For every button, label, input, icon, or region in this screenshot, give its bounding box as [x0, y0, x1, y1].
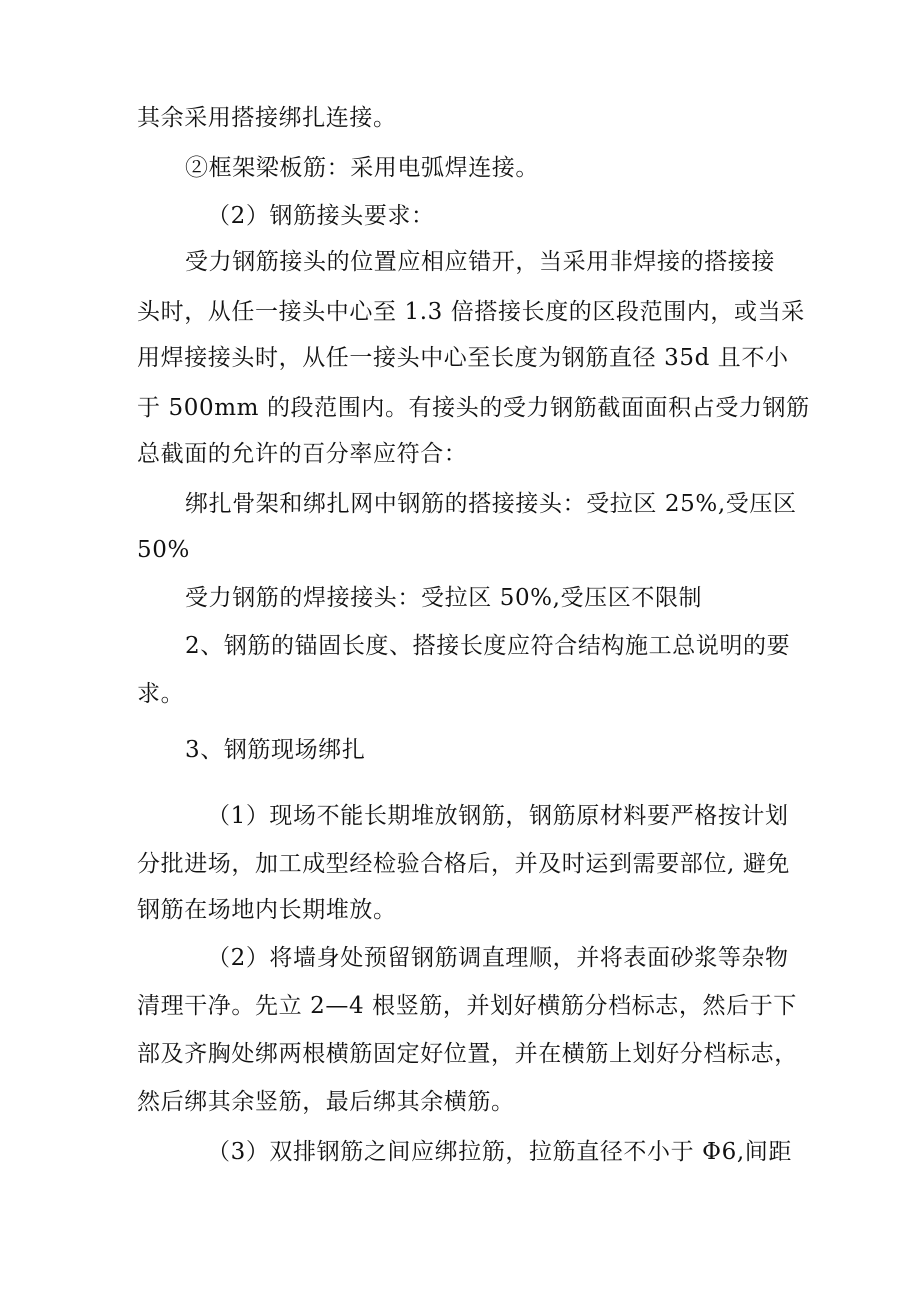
text-line-9: 绑扎骨架和绑扎网中钢筋的搭接接头：受拉区 25%,受压区: [185, 491, 797, 517]
text-line-10: 50%: [137, 537, 190, 563]
text-line-20: 部及齐胸处绑两根横筋固定好位置，并在横筋上划好分档标志，: [137, 1041, 798, 1067]
text-line-21: 然后绑其余竖筋，最后绑其余横筋。: [137, 1089, 515, 1115]
text-line-8: 总截面的允许的百分率应符合：: [137, 441, 468, 467]
text-line-15: （1）现场不能长期堆放钢筋，钢筋原材料要严格按计划: [207, 803, 789, 829]
text-line-12: 2、钢筋的锚固长度、搭接长度应符合结构施工总说明的要: [185, 633, 791, 659]
text-line-1: 其余采用搭接绑扎连接。: [137, 105, 397, 131]
text-line-4: 受力钢筋接头的位置应相应错开，当采用非焊接的搭接接: [185, 249, 775, 275]
text-line-13: 求。: [137, 681, 185, 707]
text-line-11: 受力钢筋的焊接接头：受拉区 50%,受压区不限制: [185, 585, 703, 611]
text-line-19: 清理干净。先立 2—4 根竖筋，并划好横筋分档标志，然后于下: [137, 993, 797, 1019]
text-line-3: （2）钢筋接头要求：: [207, 203, 435, 229]
text-line-18: （2）将墙身处预留钢筋调直理顺，并将表面砂浆等杂物: [207, 945, 789, 971]
text-line-16: 分批进场，加工成型经检验合格后，并及时运到需要部位, 避免: [137, 851, 791, 877]
text-line-7: 于 500mm 的段范围内。有接头的受力钢筋截面面积占受力钢筋: [137, 395, 810, 421]
text-line-6: 用焊接接头时，从任一接头中心至长度为钢筋直径 35d 且不小: [137, 345, 789, 371]
text-line-17: 钢筋在场地内长期堆放。: [137, 897, 397, 923]
text-line-2: ②框架梁板筋：采用电弧焊连接。: [185, 155, 539, 181]
text-line-5: 头时，从任一接头中心至 1.3 倍搭接长度的区段范围内，或当采: [137, 299, 805, 325]
text-line-22: （3）双排钢筋之间应绑拉筋，拉筋直径不小于 Φ6,间距: [207, 1139, 792, 1165]
text-line-14: 3、钢筋现场绑扎: [185, 737, 366, 763]
